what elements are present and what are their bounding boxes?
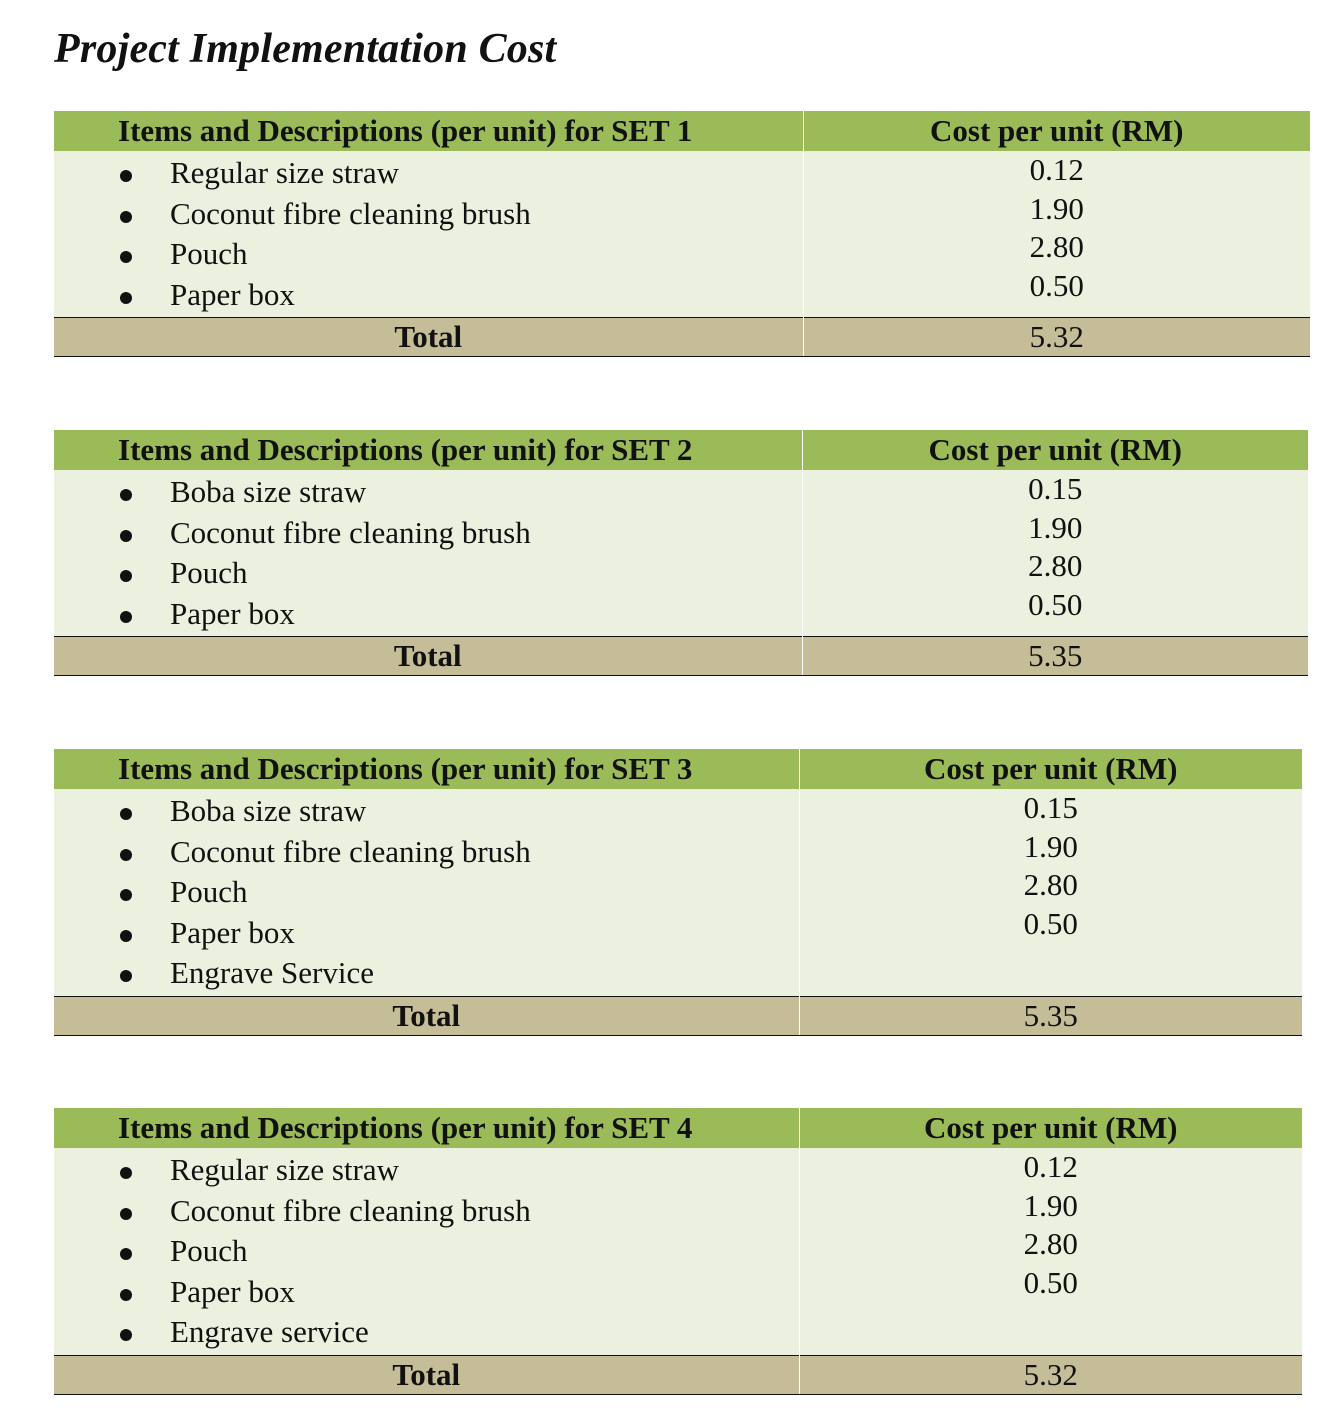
bullet-icon <box>120 211 132 223</box>
cost-value: 0.50 <box>1029 267 1084 303</box>
bullet-icon <box>120 1248 132 1260</box>
items-cell <box>54 470 802 637</box>
cost-table-set-4 <box>54 1108 1302 1395</box>
table-header-row <box>54 111 1310 151</box>
list-item <box>54 594 802 635</box>
cost-list <box>800 789 1303 943</box>
list-item <box>54 234 803 275</box>
item-label: Paper box <box>170 914 295 950</box>
cost-value: 0.50 <box>1028 586 1083 622</box>
item-label: Boba size straw <box>170 474 367 509</box>
costs-cell <box>803 151 1310 318</box>
cost-table-set-2 <box>54 430 1308 676</box>
item-label: Engrave Service <box>170 955 374 991</box>
item-label: Regular size straw <box>170 1152 399 1187</box>
item-label: Regular size straw <box>170 155 399 190</box>
list-item <box>54 472 802 513</box>
cost-value: 0.15 <box>1028 471 1083 506</box>
table-body-row <box>54 470 1308 637</box>
table-header-row <box>54 749 1302 789</box>
list-item <box>54 153 803 194</box>
list-item <box>54 275 803 316</box>
bullet-icon <box>120 292 132 304</box>
list-item <box>54 872 799 913</box>
bullet-icon <box>120 808 132 820</box>
item-label: Pouch <box>170 874 248 910</box>
bullet-icon <box>120 849 132 861</box>
total-value: 5.32 <box>799 1355 1302 1394</box>
bullet-icon <box>120 1329 132 1341</box>
table-body-row <box>54 789 1302 996</box>
items-cell <box>54 151 803 318</box>
table-body-row <box>54 151 1310 318</box>
bullet-icon <box>120 611 132 623</box>
item-label: Pouch <box>170 236 248 272</box>
table-header-row <box>54 430 1308 470</box>
item-label: Engrave service <box>170 1314 369 1350</box>
total-value: 5.32 <box>803 318 1310 357</box>
list-item <box>54 1312 799 1353</box>
item-list <box>54 789 799 996</box>
bullet-icon <box>120 570 132 582</box>
header-items: Items and Descriptions (per unit) for SET 3 <box>54 749 799 789</box>
total-label: Total <box>54 637 802 676</box>
items-cell <box>54 1148 799 1355</box>
item-label: Paper box <box>170 276 295 312</box>
list-item <box>54 791 799 832</box>
bullet-icon <box>120 970 132 982</box>
total-value: 5.35 <box>802 637 1308 676</box>
cost-value: 0.12 <box>1023 1149 1078 1184</box>
total-row <box>54 996 1302 1035</box>
header-items: Items and Descriptions (per unit) for SET 4 <box>54 1108 799 1148</box>
cost-value: 0.15 <box>1023 790 1078 825</box>
cost-list <box>800 1148 1303 1302</box>
item-list <box>54 151 803 317</box>
total-label: Total <box>54 318 803 357</box>
item-label: Pouch <box>170 1233 248 1269</box>
costs-cell <box>802 470 1308 637</box>
bullet-icon <box>120 930 132 942</box>
cost-value: 1.90 <box>1023 1187 1078 1223</box>
list-item <box>54 832 799 873</box>
header-cost: Cost per unit (RM) <box>799 749 1302 789</box>
bullet-icon <box>120 1167 132 1179</box>
table-header-row <box>54 1108 1302 1148</box>
list-item <box>54 194 803 235</box>
list-item <box>54 1272 799 1313</box>
cost-table-set-3 <box>54 749 1302 1036</box>
cost-value: 0.12 <box>1029 152 1084 187</box>
cost-value: 2.80 <box>1023 867 1078 903</box>
item-list <box>54 1148 799 1355</box>
costs-cell <box>799 1148 1302 1355</box>
header-items: Items and Descriptions (per unit) for SET 2 <box>54 430 802 470</box>
item-list <box>54 470 802 636</box>
header-cost: Cost per unit (RM) <box>799 1108 1302 1148</box>
cost-value: 1.90 <box>1028 509 1083 545</box>
items-cell <box>54 789 799 996</box>
header-items: Items and Descriptions (per unit) for SET 1 <box>54 111 803 151</box>
header-cost: Cost per unit (RM) <box>803 111 1310 151</box>
page-title: Project Implementation Cost <box>54 26 557 72</box>
cost-value: 0.50 <box>1023 1264 1078 1300</box>
cost-value: 1.90 <box>1023 828 1078 864</box>
table-body-row <box>54 1148 1302 1355</box>
cost-value: 2.80 <box>1023 1226 1078 1262</box>
item-label: Coconut fibre cleaning brush <box>170 833 531 869</box>
item-label: Paper box <box>170 595 295 631</box>
cost-value: 2.80 <box>1028 548 1083 584</box>
item-label: Coconut fibre cleaning brush <box>170 1192 531 1228</box>
list-item <box>54 1231 799 1272</box>
total-row <box>54 1355 1302 1394</box>
cost-list <box>803 470 1309 624</box>
bullet-icon <box>120 489 132 501</box>
costs-cell <box>799 789 1302 996</box>
total-row <box>54 637 1308 676</box>
list-item <box>54 553 802 594</box>
item-label: Coconut fibre cleaning brush <box>170 195 531 231</box>
cost-list <box>804 151 1311 305</box>
list-item <box>54 1150 799 1191</box>
bullet-icon <box>120 530 132 542</box>
header-cost: Cost per unit (RM) <box>802 430 1308 470</box>
total-row <box>54 318 1310 357</box>
item-label: Coconut fibre cleaning brush <box>170 514 531 550</box>
bullet-icon <box>120 1289 132 1301</box>
total-label: Total <box>54 1355 799 1394</box>
item-label: Boba size straw <box>170 793 367 828</box>
bullet-icon <box>120 889 132 901</box>
list-item <box>54 953 799 994</box>
cost-value: 2.80 <box>1029 229 1084 265</box>
list-item <box>54 913 799 954</box>
item-label: Pouch <box>170 555 248 591</box>
list-item <box>54 1191 799 1232</box>
bullet-icon <box>120 1208 132 1220</box>
total-value: 5.35 <box>799 996 1302 1035</box>
bullet-icon <box>120 170 132 182</box>
item-label: Paper box <box>170 1273 295 1309</box>
bullet-icon <box>120 251 132 263</box>
cost-table-set-1 <box>54 111 1310 357</box>
cost-value: 1.90 <box>1029 190 1084 226</box>
total-label: Total <box>54 996 799 1035</box>
list-item <box>54 513 802 554</box>
cost-value: 0.50 <box>1023 905 1078 941</box>
